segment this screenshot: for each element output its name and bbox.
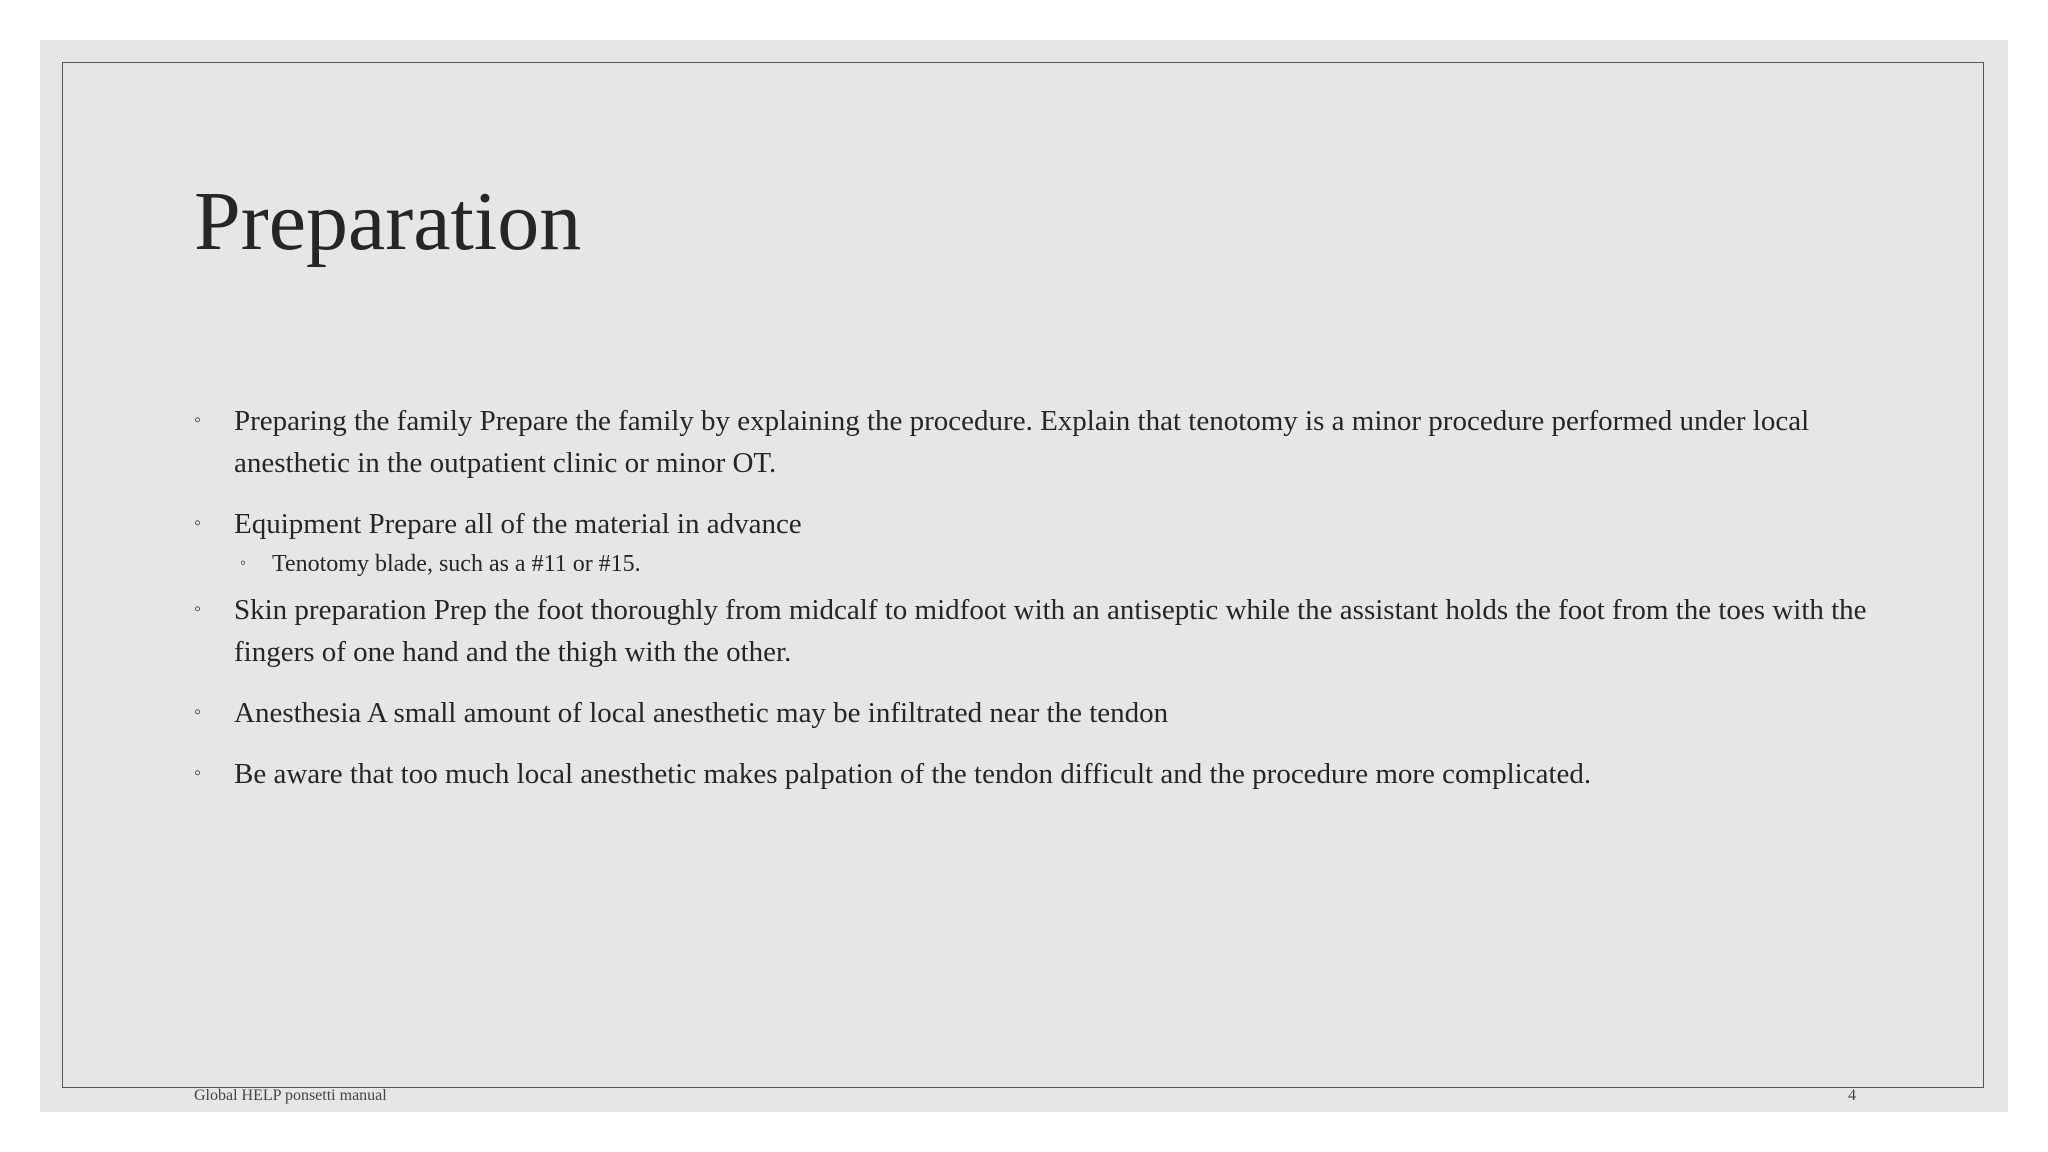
- bullet-marker: ◦: [194, 762, 202, 784]
- footer-source: Global HELP ponsetti manual: [194, 1087, 387, 1104]
- bullet-text: Skin preparation Prep the foot thoroughly from midcalf to midfoot with an antiseptic while the assistant holds the foot from the toes with the fingers of one hand and the thigh with the other.: [234, 594, 1867, 668]
- bullet-marker: ◦: [194, 598, 202, 620]
- slide: [40, 40, 2008, 1112]
- bullet-item-skin-preparation: [194, 589, 1894, 673]
- bullet-text: Equipment Prepare all of the material in advance: [234, 508, 802, 540]
- sub-bullet-text: Tenotomy blade, such as a #11 or #15.: [272, 551, 641, 577]
- bullet-item-preparing-family: [194, 400, 1894, 484]
- bullet-marker: ◦: [194, 409, 202, 431]
- bullet-text: Preparing the family Prepare the family by explaining the procedure. Explain that tenotomy is a minor procedure performed under local anesthetic in the outpatient clinic or minor OT.: [234, 405, 1810, 479]
- slide-title: Preparation: [194, 175, 582, 268]
- bullet-list: [194, 400, 1894, 814]
- bullet-text: Be aware that too much local anesthetic makes palpation of the tendon difficult and the procedure more complicated.: [234, 758, 1592, 790]
- footer-page-number: 4: [1848, 1087, 1856, 1104]
- sub-bullet-marker: ◦: [240, 553, 247, 572]
- bullet-item-be-aware: [194, 753, 1894, 795]
- sub-bullet-list: [234, 547, 1894, 581]
- bullet-text: Anesthesia A small amount of local anesthetic may be infiltrated near the tendon: [234, 697, 1169, 729]
- bullet-marker: ◦: [194, 512, 202, 534]
- bullet-marker: ◦: [194, 701, 202, 723]
- bullet-item-anesthesia: [194, 692, 1894, 734]
- sub-bullet-item-tenotomy-blade: [240, 547, 1894, 581]
- bullet-item-equipment: [194, 503, 1894, 581]
